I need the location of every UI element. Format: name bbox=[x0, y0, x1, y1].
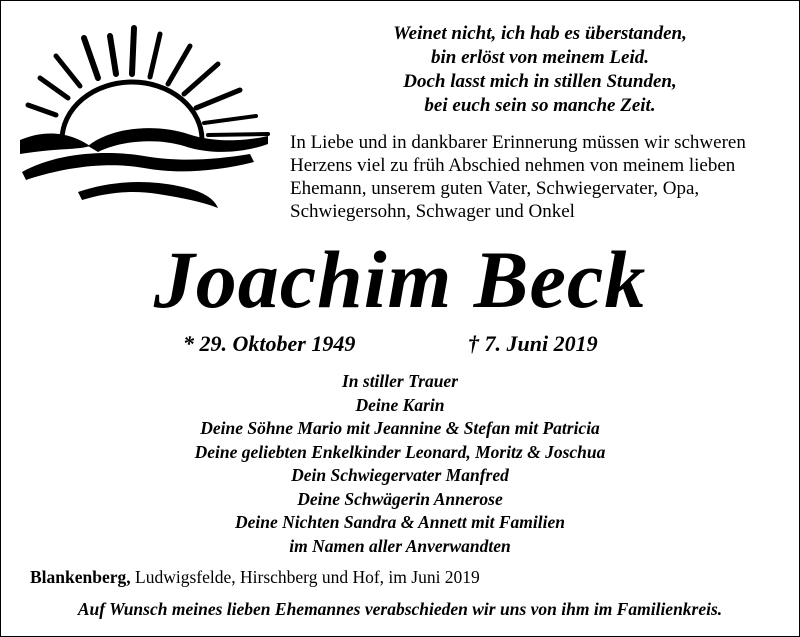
intro-line: In Liebe und in dankbarer Erinnerung müssen wir schweren bbox=[290, 132, 746, 153]
mourner-line: Dein Schwiegervater Manfred bbox=[291, 465, 509, 485]
place-primary: Blankenberg, bbox=[30, 567, 131, 587]
deceased-name: Joachim Beck bbox=[153, 234, 647, 325]
mourner-line: im Namen aller Anverwandten bbox=[289, 535, 511, 556]
mourner-line: Deine Nichten Sandra & Annett mit Familien bbox=[235, 512, 565, 532]
closing-note: Auf Wunsch meines lieben Ehemannes verabschieden wir uns von ihm im Familienkreis. bbox=[77, 599, 723, 619]
place-and-date bbox=[30, 566, 790, 588]
mourner-line: Deine geliebten Enkelkinder Leonard, Moritz & Joschua bbox=[194, 441, 606, 462]
poem-line: Weinet nicht, ich hab es überstanden, bbox=[393, 23, 687, 44]
mourner-line: Deine Schwägerin Annerose bbox=[297, 488, 503, 509]
death-date: † 7. Juni 2019 bbox=[468, 331, 598, 356]
birth-date: * 29. Oktober 1949 bbox=[183, 331, 356, 356]
intro-line: Ehemann, unserem guten Vater, Schwiegervater, Opa, bbox=[290, 178, 700, 199]
mourner-line: Deine Söhne Mario mit Jeannine & Stefan mit Patricia bbox=[200, 418, 600, 438]
place-rest: Ludwigsfelde, Hirschberg und Hof, im Juni 2019 bbox=[130, 567, 480, 587]
poem-line: Doch lasst mich in stillen Stunden, bbox=[403, 71, 677, 92]
poem-line: bin erlöst von meinem Leid. bbox=[431, 47, 649, 68]
mourner-line: Deine Karin bbox=[355, 394, 445, 415]
intro-text bbox=[290, 131, 795, 223]
intro-line: Herzens viel zu früh Abschied nehmen von meinem lieben bbox=[290, 155, 736, 176]
sunset-icon bbox=[18, 22, 273, 222]
poem-line: bei euch sein so manche Zeit. bbox=[424, 95, 656, 116]
intro-line: Schwiegersohn, Schwager und Onkel bbox=[290, 201, 575, 222]
mourners-list bbox=[0, 370, 800, 558]
poem-verse bbox=[290, 22, 790, 118]
mourner-line: In stiller Trauer bbox=[341, 371, 459, 391]
